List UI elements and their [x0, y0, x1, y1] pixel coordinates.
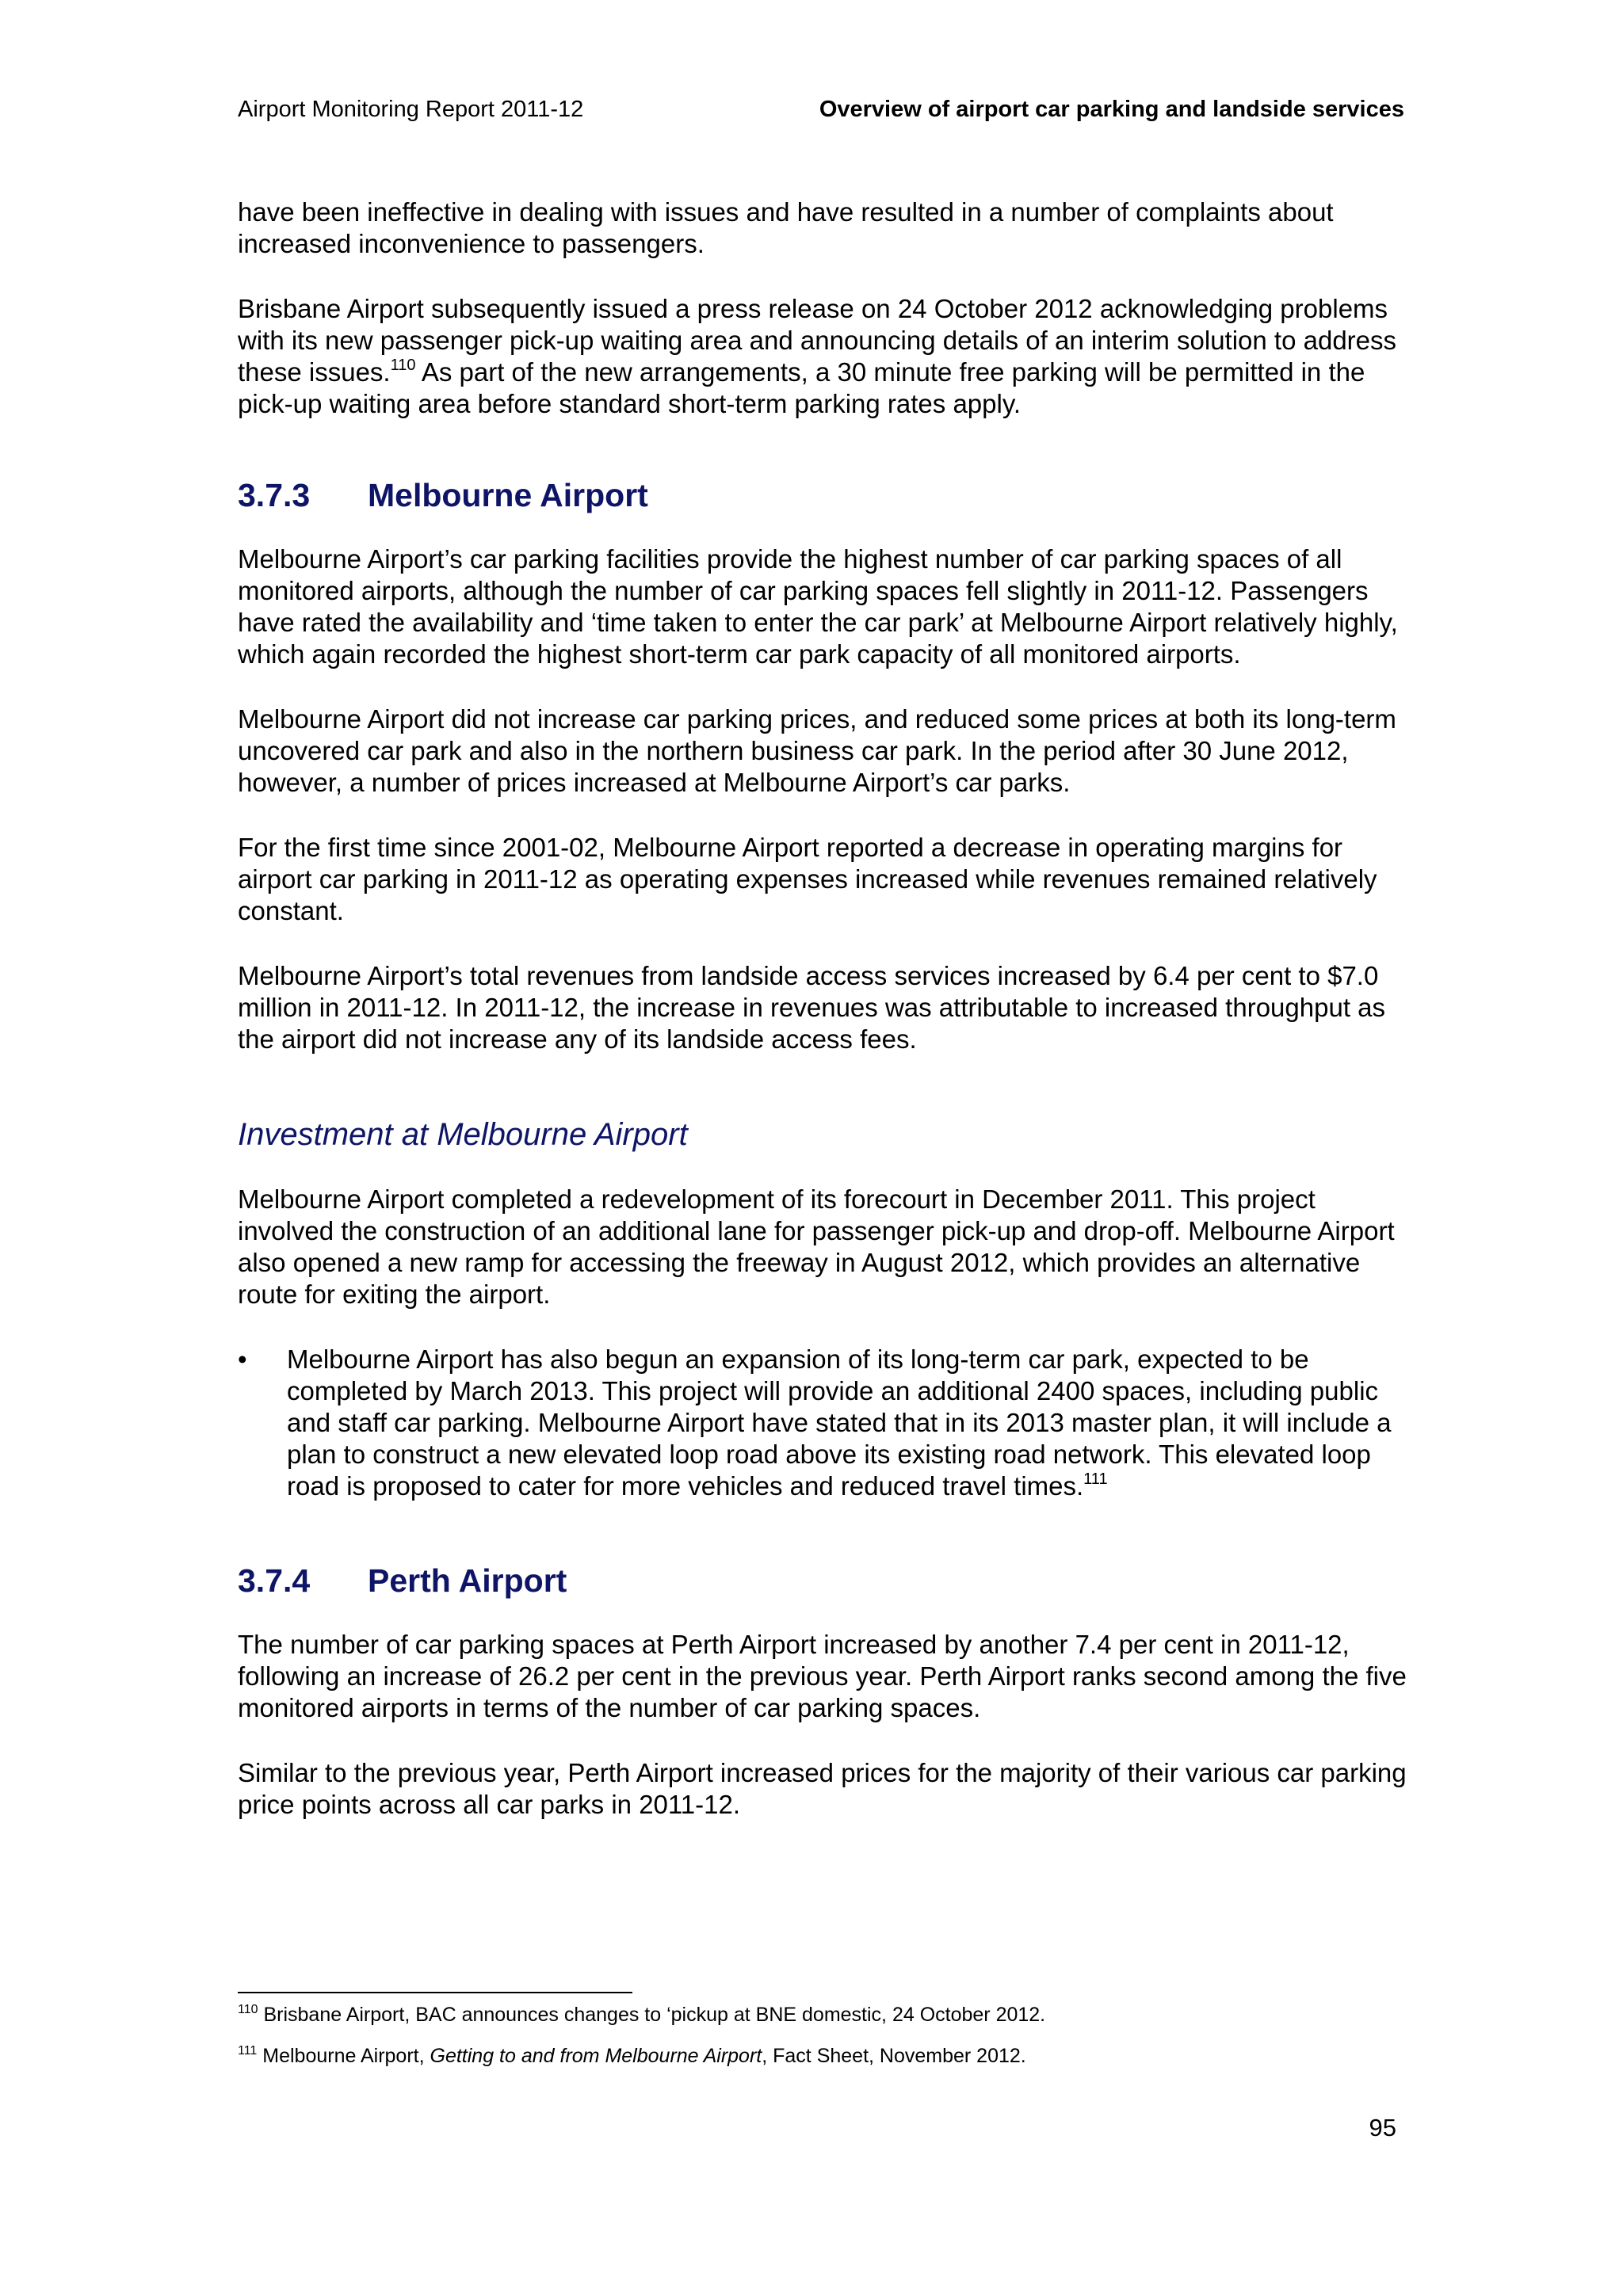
list-item	[238, 1344, 1411, 1502]
body-text	[238, 196, 1411, 1854]
paragraph	[238, 832, 1411, 927]
footnote-text: Brisbane Airport, BAC announces changes to ‘pickup at BNE domestic, 24 October 2012.	[258, 2004, 1046, 2026]
footnote-source-title: Getting to and from Melbourne Airport	[430, 2045, 762, 2067]
footnote-text: , Fact Sheet, November 2012.	[762, 2045, 1026, 2067]
section-title: Perth Airport	[368, 1562, 567, 1599]
report-title: Airport Monitoring Report 2011-12	[238, 97, 584, 122]
paragraph	[238, 1184, 1411, 1310]
list-item-text: Melbourne Airport has also begun an expansion of its long-term car park, expected to be completed by March 2013. This project will provide an additional 2400 spaces, including public and staff car parking. Melbourne Airport have stated that in its 2013 master plan, it will include a plan to construct a new elevated loop road above its existing road network. This elevated loop road is proposed to cater for more vehicles and reduced travel times.	[287, 1344, 1392, 1501]
paragraph	[238, 960, 1411, 1055]
paragraph	[238, 293, 1411, 420]
footnote-number: 110	[238, 2003, 258, 2016]
footnote-ref-110[interactable]: 110	[390, 357, 416, 374]
section-number: 3.7.3	[238, 477, 311, 513]
subsection-heading-investment: Investment at Melbourne Airport	[238, 1117, 688, 1152]
paragraph-text: For the first time since 2001-02, Melbourne Airport reported a decrease in operating margins for airport car parking in 2011-12 as operating expenses increased while revenues remained relatively constant.	[238, 833, 1377, 925]
paragraph-text: As part of the new arrangements, a 30 minute free parking will be permitted in the pick-up waiting area before standard short-term parking rates apply.	[238, 357, 1365, 418]
paragraph-text: Melbourne Airport completed a redevelopment of its forecourt in December 2011. This project involved the construction of an additional lane for passenger pick-up and drop-off. Melbourne Airport also opened a new ramp for accessing the freeway in August 2012, which provides an alternative route for exiting the airport.	[238, 1184, 1395, 1309]
footnote-ref-111[interactable]: 111	[1083, 1470, 1108, 1488]
paragraph-text: Similar to the previous year, Perth Airport increased prices for the majority of their various car parking price points across all car parks in 2011-12.	[238, 1758, 1407, 1819]
footnote-111	[238, 2044, 1411, 2068]
paragraph-text: Melbourne Airport’s car parking facilities provide the highest number of car parking spaces of all monitored airports, although the number of car parking spaces fell slightly in 2011-12. Passengers have rated the availability and ‘time taken to enter the car park’ at Melbourne Airport relatively highly, which again recorded the highest short-term car park capacity of all monitored airports.	[238, 544, 1398, 669]
paragraph	[238, 704, 1411, 799]
page-number: 95	[1369, 2114, 1396, 2142]
footnote-110	[238, 2003, 1411, 2027]
paragraph-text: Melbourne Airport’s total revenues from landside access services increased by 6.4 per cent to $7.0 million in 2011-12. In 2011-12, the increase in revenues was attributable to increased throughput as the airport did not increase any of its landside access fees.	[238, 961, 1386, 1054]
footnote-divider	[238, 1992, 632, 1993]
bullet-icon: •	[238, 1344, 247, 1374]
paragraph	[238, 543, 1411, 670]
section-heading-melbourne	[238, 475, 1411, 515]
footnote-text: Melbourne Airport,	[257, 2045, 430, 2067]
paragraph-text: have been ineffective in dealing with issues and have resulted in a number of complaints about increased inconvenience to passengers.	[238, 197, 1334, 258]
paragraph-text: The number of car parking spaces at Perth Airport increased by another 7.4 per cent in 2011-12, following an increase of 26.2 per cent in the previous year. Perth Airport ranks second among the five monitored airports in terms of the number of car parking spaces.	[238, 1630, 1407, 1722]
chapter-title: Overview of airport car parking and landside services	[819, 97, 1404, 122]
footnotes	[238, 2003, 1411, 2085]
running-header	[238, 97, 1404, 128]
paragraph-text: Melbourne Airport did not increase car parking prices, and reduced some prices at both its long-term uncovered car park and also in the northern business car park. In the period after 30 June 2012, however, a number of prices increased at Melbourne Airport’s car parks.	[238, 704, 1396, 797]
paragraph	[238, 1629, 1411, 1724]
paragraph-text: Brisbane Airport subsequently issued a press release on 24 October 2012 acknowledging problems with its new passenger pick-up waiting area and announcing details of an interim solution to address these issues.	[238, 294, 1397, 387]
bullet-list	[238, 1344, 1411, 1502]
section-number: 3.7.4	[238, 1562, 311, 1599]
footnote-number: 111	[238, 2044, 258, 2058]
paragraph	[238, 196, 1411, 260]
section-title: Melbourne Airport	[368, 477, 648, 513]
section-heading-perth	[238, 1561, 1411, 1600]
paragraph	[238, 1757, 1411, 1821]
